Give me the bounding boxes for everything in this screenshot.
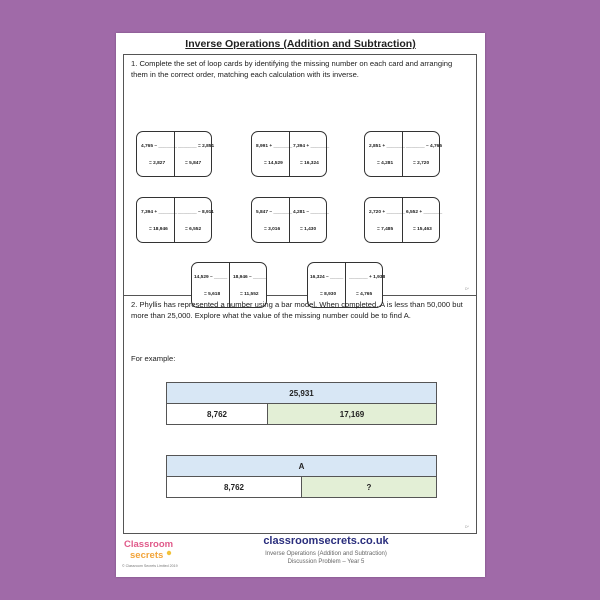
card-top-right: _______ = 2,851 xyxy=(178,144,215,149)
card-bottom-left: = 2,827 xyxy=(149,161,166,166)
svg-text:secrets: secrets xyxy=(130,550,164,561)
loop-card xyxy=(251,197,330,243)
question-1-text: 1. Complete the set of loop cards by identifying the missing number on each card and arranging them in the correct order, matching each calculation with its inverse. xyxy=(131,59,453,79)
difficulty-tag: D* xyxy=(465,525,469,529)
card-bottom-right: = 11,552 xyxy=(240,292,259,297)
footer-url[interactable]: classroomsecrets.co.uk xyxy=(263,535,389,547)
card-top-left: 2,720 + _______ xyxy=(369,210,406,215)
question-2 xyxy=(124,296,476,533)
footer-subtitle xyxy=(226,550,426,566)
card-bottom-right: = 4,765 xyxy=(356,292,373,297)
loop-card xyxy=(364,131,443,177)
example-label: For example: xyxy=(131,354,176,363)
card-top-left: 16,324 – _____ xyxy=(310,275,344,280)
bar-model-1-total: 25,931 xyxy=(166,382,437,404)
card-bottom-left: = 4,281 xyxy=(377,161,394,166)
card-top-right: 4,281 – _______ xyxy=(293,210,330,215)
loop-card xyxy=(136,197,212,243)
loop-card xyxy=(251,131,330,177)
card-bottom-left: = 5,618 xyxy=(204,292,221,297)
card-bottom-right: = 2,720 xyxy=(413,161,430,166)
card-top-left: 7,394 + _______ xyxy=(141,210,178,215)
bar-model-1-part-2: 17,169 xyxy=(267,403,437,425)
difficulty-tag: D* xyxy=(465,287,469,291)
card-bottom-right: = 5,847 xyxy=(185,161,202,166)
footer-line-1: Inverse Operations (Addition and Subtraction) xyxy=(265,551,387,557)
card-bottom-right: = 16,324 xyxy=(300,161,319,166)
bar-model-2-total: A xyxy=(166,455,437,477)
worksheet xyxy=(116,33,485,577)
card-top-left: 8,991 + _______ xyxy=(256,144,293,149)
card-top-right: 6,552 + _______ xyxy=(406,210,443,215)
bar-model-1-part-1: 8,762 xyxy=(166,403,268,425)
bar-model-2-part-2: ? xyxy=(301,476,437,498)
card-bottom-left: = 8,930 xyxy=(320,292,337,297)
worksheet-title: Inverse Operations (Addition and Subtraction) xyxy=(185,38,416,50)
card-top-left: 2,851 + _______ xyxy=(369,144,406,149)
card-bottom-left: = 7,485 xyxy=(377,227,394,232)
question-frame xyxy=(123,54,477,534)
card-top-left: 14,529 – _____ xyxy=(194,275,228,280)
card-bottom-left: = 14,529 xyxy=(264,161,283,166)
card-top-left: 4,765 – _______ xyxy=(141,144,178,149)
bar-model-2-part-1: 8,762 xyxy=(166,476,302,498)
card-bottom-right: = 6,552 xyxy=(185,227,202,232)
card-top-right: _______ – 4,765 xyxy=(406,144,443,149)
loop-card xyxy=(136,131,215,177)
card-top-right: 18,946 – _____ xyxy=(233,275,267,280)
card-top-right: _______ + 1,938 xyxy=(349,275,386,280)
card-top-right: _______ – 8,911 xyxy=(178,210,214,215)
card-bottom-left: = 18,946 xyxy=(149,227,168,232)
card-bottom-left: = 3,016 xyxy=(264,227,281,232)
card-bottom-right: = 15,463 xyxy=(413,227,432,232)
classroom-secrets-logo xyxy=(122,536,174,562)
card-bottom-right: = 1,430 xyxy=(300,227,317,232)
copyright: © Classroom Secrets Limited 2019 xyxy=(122,564,178,568)
svg-text:Classroom: Classroom xyxy=(124,539,174,550)
question-2-text: 2. Phyllis has represented a number using a bar model. When completed, A is less than 50,000 but more than 25,000. Explore what the value of the missing number could be to find A. xyxy=(131,300,463,320)
question-1 xyxy=(124,55,476,296)
footer-line-2: Discussion Problem – Year 5 xyxy=(287,559,365,565)
card-top-left: 5,847 – _______ xyxy=(256,210,293,215)
loop-card xyxy=(364,197,443,243)
card-top-right: 7,394 + _______ xyxy=(293,144,330,149)
